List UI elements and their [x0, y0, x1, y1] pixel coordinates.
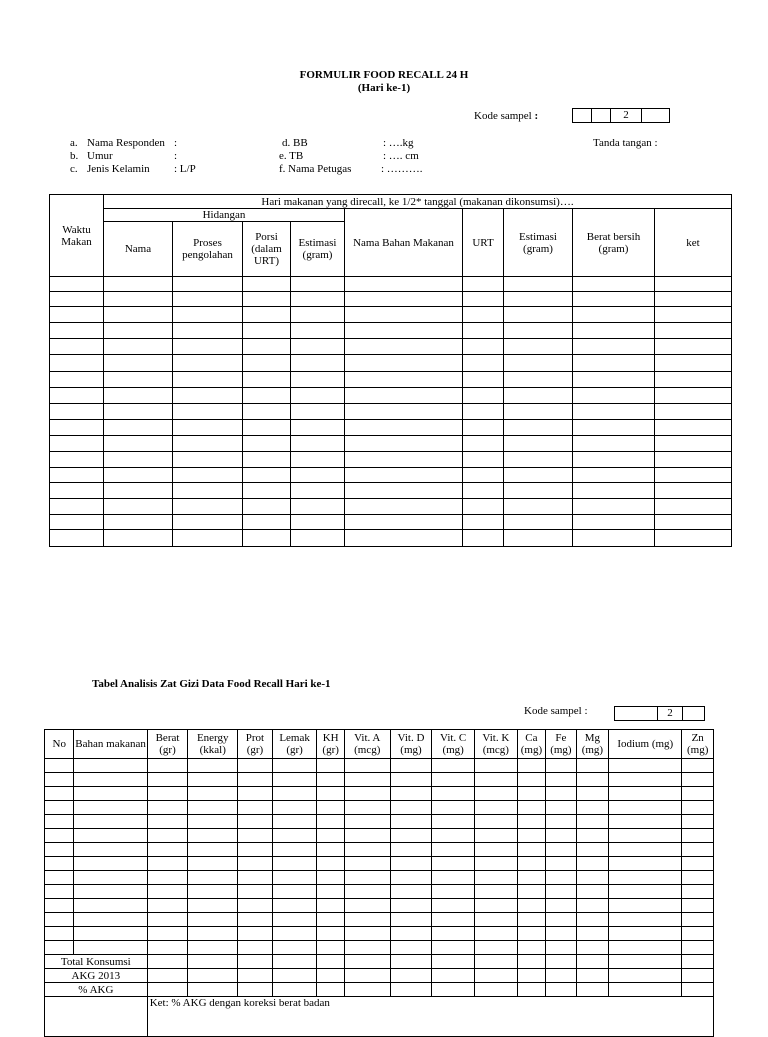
- col-lemak: Lemak (gr): [272, 730, 317, 759]
- label-c: c.: [70, 163, 78, 175]
- recall-row: [50, 499, 732, 515]
- label-a: a.: [70, 137, 78, 149]
- recall-row: [50, 292, 732, 307]
- col-vit-k: Vit. K (mcg): [475, 730, 518, 759]
- bb-value: : ….kg: [383, 137, 414, 149]
- total-konsumsi-label: Total Konsumsi: [45, 955, 148, 969]
- recall-row: [50, 307, 732, 323]
- kode-sampel-value: 2: [611, 109, 643, 122]
- col-ket: ket: [655, 209, 732, 277]
- analysis-row: [45, 759, 714, 773]
- kode-sampel-label: Kode sampel :: [474, 110, 539, 122]
- col-nama: Nama: [104, 222, 173, 277]
- bb-label: d. BB: [282, 137, 308, 149]
- umur-label: Umur: [87, 150, 113, 162]
- form-subtitle: (Hari ke-1): [357, 82, 411, 94]
- recall-row: [50, 355, 732, 372]
- col-zn: Zn (mg): [682, 730, 714, 759]
- recall-row: [50, 404, 732, 420]
- col-porsi: Porsi (dalam URT): [243, 222, 291, 277]
- food-recall-table: [49, 194, 732, 547]
- recall-row: [50, 515, 732, 530]
- analysis-kode-box: [614, 706, 705, 721]
- col-iodium: Iodium (mg): [609, 730, 682, 759]
- form-title: FORMULIR FOOD RECALL 24 H: [299, 69, 469, 81]
- recall-row: [50, 436, 732, 452]
- analysis-row: [45, 857, 714, 871]
- col-nama-bahan: Nama Bahan Makanan: [345, 209, 463, 277]
- analysis-kode-value: 2: [658, 707, 683, 720]
- col-estimasi: Estimasi (gram): [291, 222, 345, 277]
- recall-row: [50, 483, 732, 499]
- analysis-row: [45, 913, 714, 927]
- nama-responden-colon: :: [174, 137, 178, 149]
- col-vit-c: Vit. C (mg): [432, 730, 475, 759]
- nama-petugas-label: f. Nama Petugas: [279, 163, 352, 175]
- analysis-row: [45, 871, 714, 885]
- col-bahan-makanan: Bahan makanan: [74, 730, 147, 759]
- nama-petugas-value: : ……….: [381, 163, 423, 175]
- recall-row: [50, 420, 732, 436]
- analysis-row: [45, 829, 714, 843]
- col-fe: Fe (mg): [546, 730, 577, 759]
- nama-responden-label: Nama Responden: [87, 137, 165, 149]
- umur-colon: :: [174, 150, 178, 162]
- tb-value: : …. cm: [383, 150, 419, 162]
- analysis-row: [45, 801, 714, 815]
- recall-row: [50, 388, 732, 404]
- col-energy: Energy (kkal): [188, 730, 238, 759]
- analysis-title: Tabel Analisis Zat Gizi Data Food Recall Hari ke-1: [92, 678, 331, 690]
- recall-row: [50, 372, 732, 388]
- analysis-row: [45, 773, 714, 787]
- recall-day-header: Hari makanan yang direcall, ke 1/2* tanggal (makanan dikonsumsi)….: [104, 195, 732, 209]
- col-prot: Prot (gr): [238, 730, 273, 759]
- label-b: b.: [70, 150, 79, 162]
- tanda-tangan-label: Tanda tangan :: [593, 137, 658, 149]
- analysis-kode-label: Kode sampel :: [524, 705, 588, 717]
- col-proses: Proses pengolahan: [173, 222, 243, 277]
- nutrient-analysis-table: [44, 729, 714, 1037]
- col-mg: Mg (mg): [576, 730, 609, 759]
- col-kh: KH (gr): [317, 730, 344, 759]
- recall-row: [50, 339, 732, 355]
- recall-row: [50, 468, 732, 483]
- col-berat-bersih: Berat bersih (gram): [573, 209, 655, 277]
- note-row: [45, 997, 714, 1037]
- col-estimasi-bahan: Estimasi (gram): [504, 209, 573, 277]
- col-waktu-makan: Waktu Makan: [50, 195, 104, 277]
- analysis-row: [45, 885, 714, 899]
- recall-row: [50, 530, 732, 547]
- col-vit-a: Vit. A (mcg): [344, 730, 390, 759]
- akg-note: Ket: % AKG dengan koreksi berat badan: [147, 997, 713, 1037]
- recall-row: [50, 277, 732, 292]
- analysis-row: [45, 843, 714, 857]
- tb-label: e. TB: [279, 150, 304, 162]
- hidangan-header: Hidangan: [104, 209, 345, 222]
- akg-label: AKG 2013: [45, 969, 148, 983]
- jenis-kelamin-value: : L/P: [174, 163, 196, 175]
- col-berat: Berat (gr): [147, 730, 188, 759]
- analysis-row: [45, 787, 714, 801]
- jenis-kelamin-label: Jenis Kelamin: [87, 163, 150, 175]
- total-row: [45, 955, 714, 969]
- recall-row: [50, 323, 732, 339]
- col-vit-d: Vit. D (mg): [390, 730, 432, 759]
- recall-row: [50, 452, 732, 468]
- col-no: No: [45, 730, 74, 759]
- kode-sampel-box: [572, 108, 670, 123]
- analysis-row: [45, 941, 714, 955]
- col-ca: Ca (mg): [517, 730, 545, 759]
- analysis-row: [45, 899, 714, 913]
- akg-row: [45, 969, 714, 983]
- analysis-row: [45, 815, 714, 829]
- pct-akg-label: % AKG: [45, 983, 148, 997]
- analysis-row: [45, 927, 714, 941]
- col-urt: URT: [463, 209, 504, 277]
- pct-akg-row: [45, 983, 714, 997]
